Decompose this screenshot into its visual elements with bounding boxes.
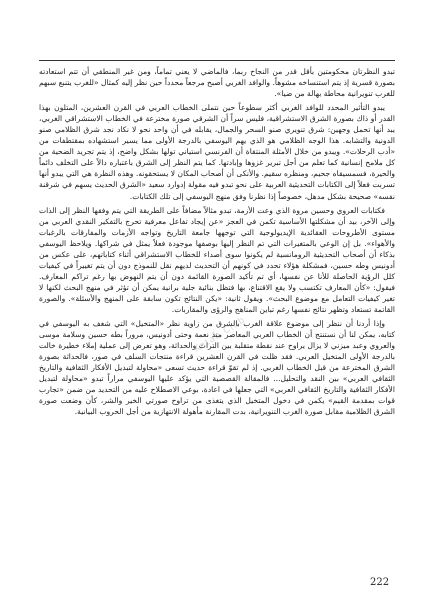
page-number: 222 [370,577,390,588]
watermark: Ketab Club [192,315,248,355]
paragraph-3: فكتابات العروي وحسين مروة الذي وعت الأزمة، تبدو مثالاً مضافاً على الطريقة التي يتم وفقها النظر إلى الذات وإلى الآخر، بيد أن مشكلتها الأساسية تكمن في العجز «عن إيجاد تفاعل معرفية تحرج بالتفكير النقدي العربي من مستوى الأطروحات العقائدية الإيديولوجية التي توجهها جامعة التاريخ وتواجه الأزمات والمفارقات بالرغبات والأهواء». بل إن الوعي بالمتغيرات التي تم النظر إليها بوصفها موجودة فعلاً يمثل في شراكها. ويلاحظ اليوسفي بذكاء أن أصحاب التحديثية الرومانسية لم يكونوا سوى أصداء للخطاب الاستشراقي أثناء كتاباتهم، على عكس من أدونيس وطه حسين، فمشكلة هؤلاء تحدد في كونهم أن التحديث لديهم نقل للنموذج دون أن يتم تغييراً في كيفيات كلل الرؤية الحاصلة للأنا عن نفسها، أي تم تأكيد الصورة القائمة دون أن يتم النهوض بها رغم تراكم المعارف. فيقول: «كأن المعارف تكتسب ولا يقع الاقتناع، بها فتظل بنائية جلية برانية يمكن أن تؤثر في منهج البحث لكنها لا تغير كيفيات التعامل مع موضوع البحث». ويقول ثانية: «يكن النتائج تكون سابقة على المنهج والأسئلة». والصورة القاتمة تستعاد وتظهر نتائج نفسها رغم تباين المناهج والرؤى والمقاربات. [39,205,395,314]
paragraph-1: تبدو النظرتان محكومتين بأقل قدر من النجاح ربما، فالماضي لا يعني تماماً، ومن غير المنطقي أن تتم استعادته بصورة قسرية إذ يتم استنساخه مشوهاً. والوافد الغربي أصبح مرجعاً محدداً حين نظر إليه كمثال «للغرب يتنبع سبهم للغرب تنويرانية محاطة بهالة من ضيا». [39,67,395,99]
paragraph-2: يبدو التأثير المحدد للوافد الغربي أكثر سطوعاً حين نتملى الخطاب العربي في القرن العشرين، المتلون بهذا القدر أو ذاك بصورة الشرق الاستشراقية، فليس سراً أن الشرقي صورة مخترعة في الخطاب الاستشراقي الغربي، يبد أنها تحمل وجهين: شرق تنويري صنو السحر والجمال، يقابله في أن واحد نحو لا نكاد نجد شرق الظلامي صنو الدونية والتشابه. هذا الوجه الظلامي هو الذي يهم اليوسفي بالدرجة الأولى مما يسير استشهاده بمقتطفات من «أدب الرحلات». ويبدو من خلال الأمثلة المنتقاة أن الفرنسي استياني تولها بشكل واضح، إذ يتم تجريد الضحية من كل ملامح إنسانية كما تعلم من أجل تبرير غزوها وإبادتها. كما يتم النظر إلى الشرق باعتباره دالاً على التخلف دائماً والحيرة، فسمسيقاه جحيم، ومنظره سقيم. والأنكى أن أصحاب المكان لا يستحقونه. وهذه النظرة هي التي يبدو أنها تسربت فعلاً إلى الكتابات التحديثية العربية على نحو تبدو فيه مقولة إدوارد سعيد «الشرق الحديث يسهم في شرقنة نفسه» صحيحة بشكل مدهل، خصوصاً إذا نظرنا وفق منهج اليوسفي إلى تلك الكتابات. [39,103,395,201]
paragraph-4: وإذا أردنا أن ننظر إلى موضوع علاقة الغرب بالشرق من زاوية نظر «المتخيل» التي شغف به اليوسفي في كتابه، يمكن لنا أن نستنتج أن الخطاب العربي المعاصر منذ نعمة وحتى أدونيس، مروراً بطه حسين وسلامة موسى والعروي وعبد ميزني لا يزال يراوح عند نقطة متقلبة بين التراث والحداثة، وهو تعرض إلى عملية إملاء خطيرة خالت بالدرجة الأولى المتخيل العربي. فقد ظلت في القرن العشرين قراءة منتجات السلف في صور، فالحداثة بصورة الشرق المخترعة من قبل الخطاب الغربي. إذ لم تقوّ قراءة حديث تسعى «محاولة لتبديل الأفكار الثقافية والتاريخ الثقافي العربي» بين النقد والتحليل... فالمقالة القصصية التي يؤكد عليها اليوسفي مراراً تبدو «محاولة لتبديل الأفكار الثقافية والتاريخ الثقافي العربي» التي جعلها في اعادة، بوعي الاصطلاح عليه من التحديد من ضمن «تجارب قوات بمقدمة القيم» يكمن في دخول المتخيل الذي يتغذى من تراوح صورتي الخير والشر، كأن وضعت صورة الشرق الظلامية مقابل صورة الغرب التنويرانية، بدت المقارنة مأهولة الانتهازية من أجل الحروب البيانية. [39,319,395,417]
top-rule [39,60,395,61]
body-text [39,66,395,420]
